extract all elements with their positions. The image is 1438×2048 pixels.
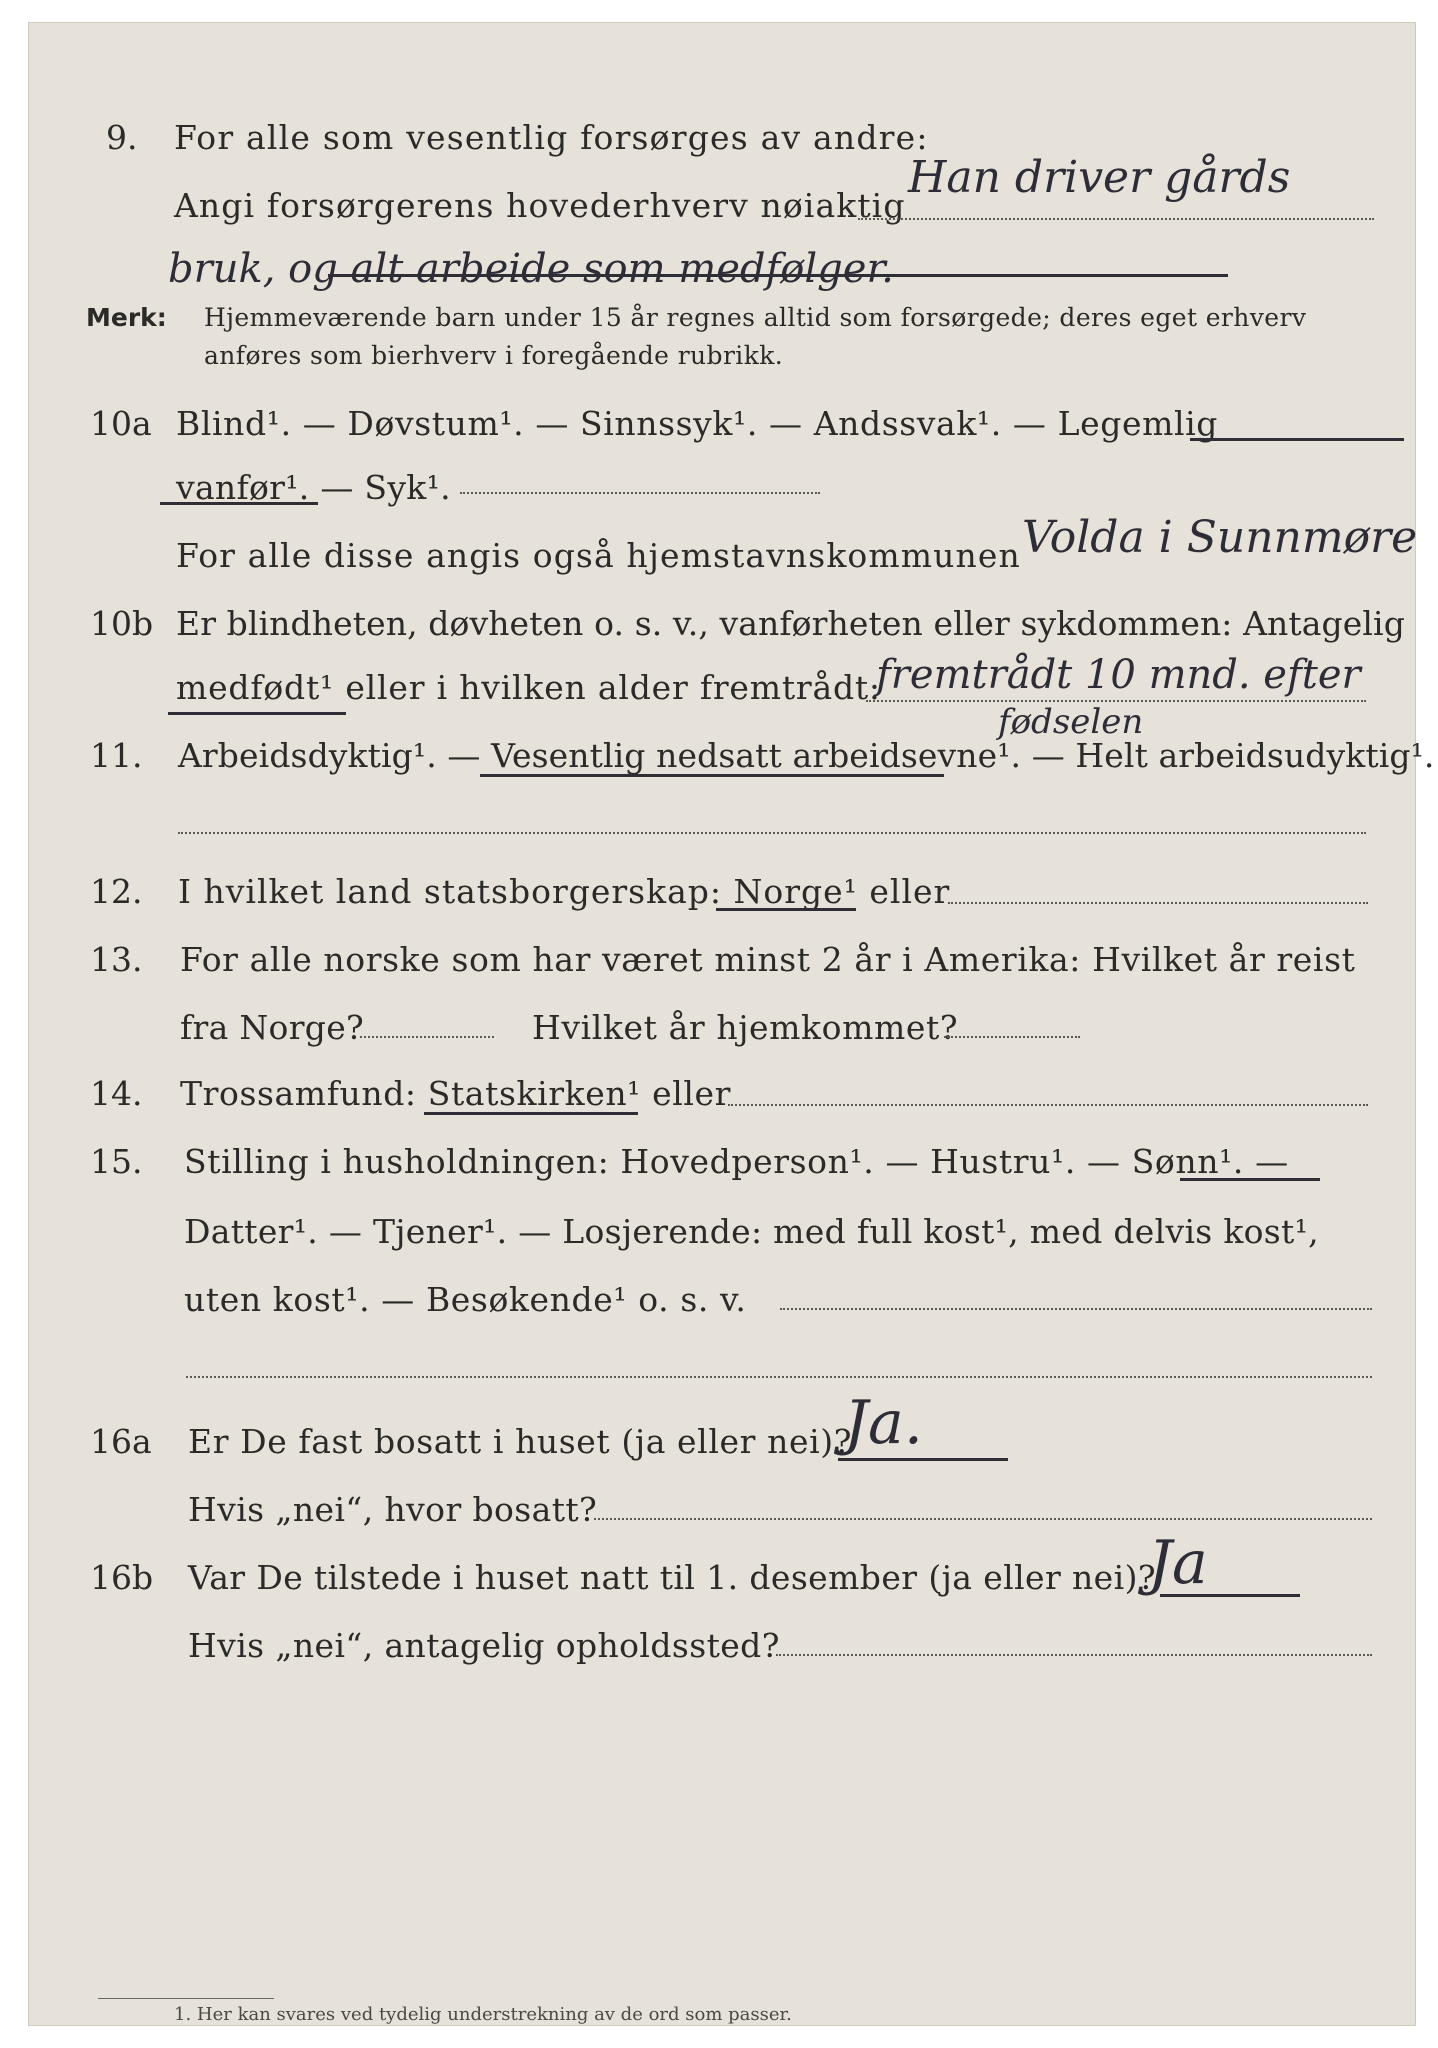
q15-answer-line	[780, 1308, 1372, 1310]
q14-line1: Trossamfund: Statskirken¹ eller	[180, 1074, 732, 1113]
q10a-line2: vanfør¹. — Syk¹.	[176, 468, 451, 507]
q16b-opholdssted-line	[776, 1654, 1372, 1656]
q9-line1: For alle som vesentlig forsørges av andre:	[174, 118, 929, 157]
q15-extra-line	[186, 1376, 1372, 1378]
q10a-underline-legemlig	[1190, 438, 1404, 441]
q11-line1: Arbeidsdyktig¹. — Vesentlig nedsatt arbeidsevne¹. — Helt arbeidsudyktig¹.	[178, 736, 1435, 775]
q13-reist-line	[360, 1036, 494, 1038]
q15-underline-sonn	[1180, 1178, 1320, 1181]
q15-number: 15.	[90, 1142, 143, 1181]
q12-answer-line	[948, 902, 1368, 904]
footnote-rule	[98, 1998, 274, 1999]
q10a-underline-vanfor	[160, 502, 318, 505]
merk-line2: anføres som bierhverv i foregående rubrikk.	[204, 341, 784, 370]
q10b-line2: medfødt¹ eller i hvilken alder fremtrådt:	[176, 668, 881, 707]
q10b-underline-medfodt	[168, 712, 346, 715]
q11-extra-line	[178, 832, 1366, 834]
q9-answer-line	[858, 218, 1374, 220]
q10a-line1: Blind¹. — Døvstum¹. — Sinnssyk¹. — Andssvak¹. — Legemlig	[176, 404, 1219, 443]
q16b-line2: Hvis „nei“, antagelig opholdssted?	[188, 1626, 780, 1665]
q11-underline-selection	[480, 774, 944, 777]
merk-label: Merk:	[86, 303, 167, 332]
q13-hjemkommet-line	[944, 1036, 1080, 1038]
q16a-bosatt-line	[594, 1518, 1372, 1520]
q9-handwritten-answer-a: Han driver gårds	[908, 152, 1291, 203]
q16a-answer-underline	[838, 1458, 1008, 1461]
q13-number: 13.	[90, 940, 143, 979]
q12-underline-norge	[716, 908, 856, 911]
q12-number: 12.	[90, 872, 143, 911]
q12-line1: I hvilket land statsborgerskap: Norge¹ eller	[178, 872, 951, 911]
q10b-handwritten-answer-a: fremtrådt 10 mnd. efter	[876, 652, 1361, 698]
merk-line1: Hjemmeværende barn under 15 år regnes alltid som forsørgede; deres eget erhverv	[204, 303, 1307, 332]
q9-strikethrough	[328, 274, 1228, 277]
q16a-number: 16a	[90, 1422, 152, 1461]
q16b-handwritten-answer: Ja	[1148, 1528, 1208, 1598]
census-form-page	[28, 22, 1435, 2026]
q16b-number: 16b	[90, 1558, 154, 1597]
q14-answer-line	[728, 1104, 1368, 1106]
q10b-line1: Er blindheten, døvheten o. s. v., vanførheten eller sykdommen: Antagelig	[176, 604, 1405, 643]
q10b-number: 10b	[90, 604, 154, 643]
q16a-line1: Er De fast bosatt i huset (ja eller nei)?	[188, 1422, 852, 1461]
q13-line2a: fra Norge?	[180, 1008, 365, 1047]
q16b-answer-underline	[1160, 1594, 1300, 1597]
q9-number: 9.	[106, 118, 138, 157]
q15-line2: Datter¹. — Tjener¹. — Losjerende: med full kost¹, med delvis kost¹,	[184, 1212, 1319, 1251]
q13-line1: For alle norske som har været minst 2 år i Amerika: Hvilket år reist	[180, 940, 1356, 979]
q10a-handwritten-answer: Volda i Sunnmøre	[1022, 512, 1418, 563]
q9-handwritten-answer-b: bruk, og alt arbeide som medfølger.	[168, 246, 894, 292]
q11-number: 11.	[90, 736, 143, 775]
q16b-line1: Var De tilstede i huset natt til 1. desember (ja eller nei)?	[188, 1558, 1156, 1597]
q13-line2b: Hvilket år hjemkommet?	[532, 1008, 959, 1047]
q16a-line2: Hvis „nei“, hvor bosatt?	[188, 1490, 598, 1529]
q9-line2: Angi forsørgerens hovederhverv nøiaktig	[174, 186, 906, 225]
q16a-handwritten-answer: Ja.	[844, 1388, 923, 1458]
q10a-syk-line	[460, 492, 820, 494]
q15-line1: Stilling i husholdningen: Hovedperson¹. — Hustru¹. — Sønn¹. —	[184, 1142, 1289, 1181]
footnote-text: 1. Her kan svares ved tydelig understrekning av de ord som passer.	[174, 2004, 792, 2025]
q15-line3: uten kost¹. — Besøkende¹ o. s. v.	[184, 1280, 747, 1319]
q14-underline-statskirken	[424, 1112, 638, 1115]
q10a-number: 10a	[90, 404, 152, 443]
q14-number: 14.	[90, 1074, 143, 1113]
q10a-line3: For alle disse angis også hjemstavnskommunen	[176, 536, 1021, 575]
q10b-handwritten-answer-b: fødselen	[998, 702, 1144, 742]
